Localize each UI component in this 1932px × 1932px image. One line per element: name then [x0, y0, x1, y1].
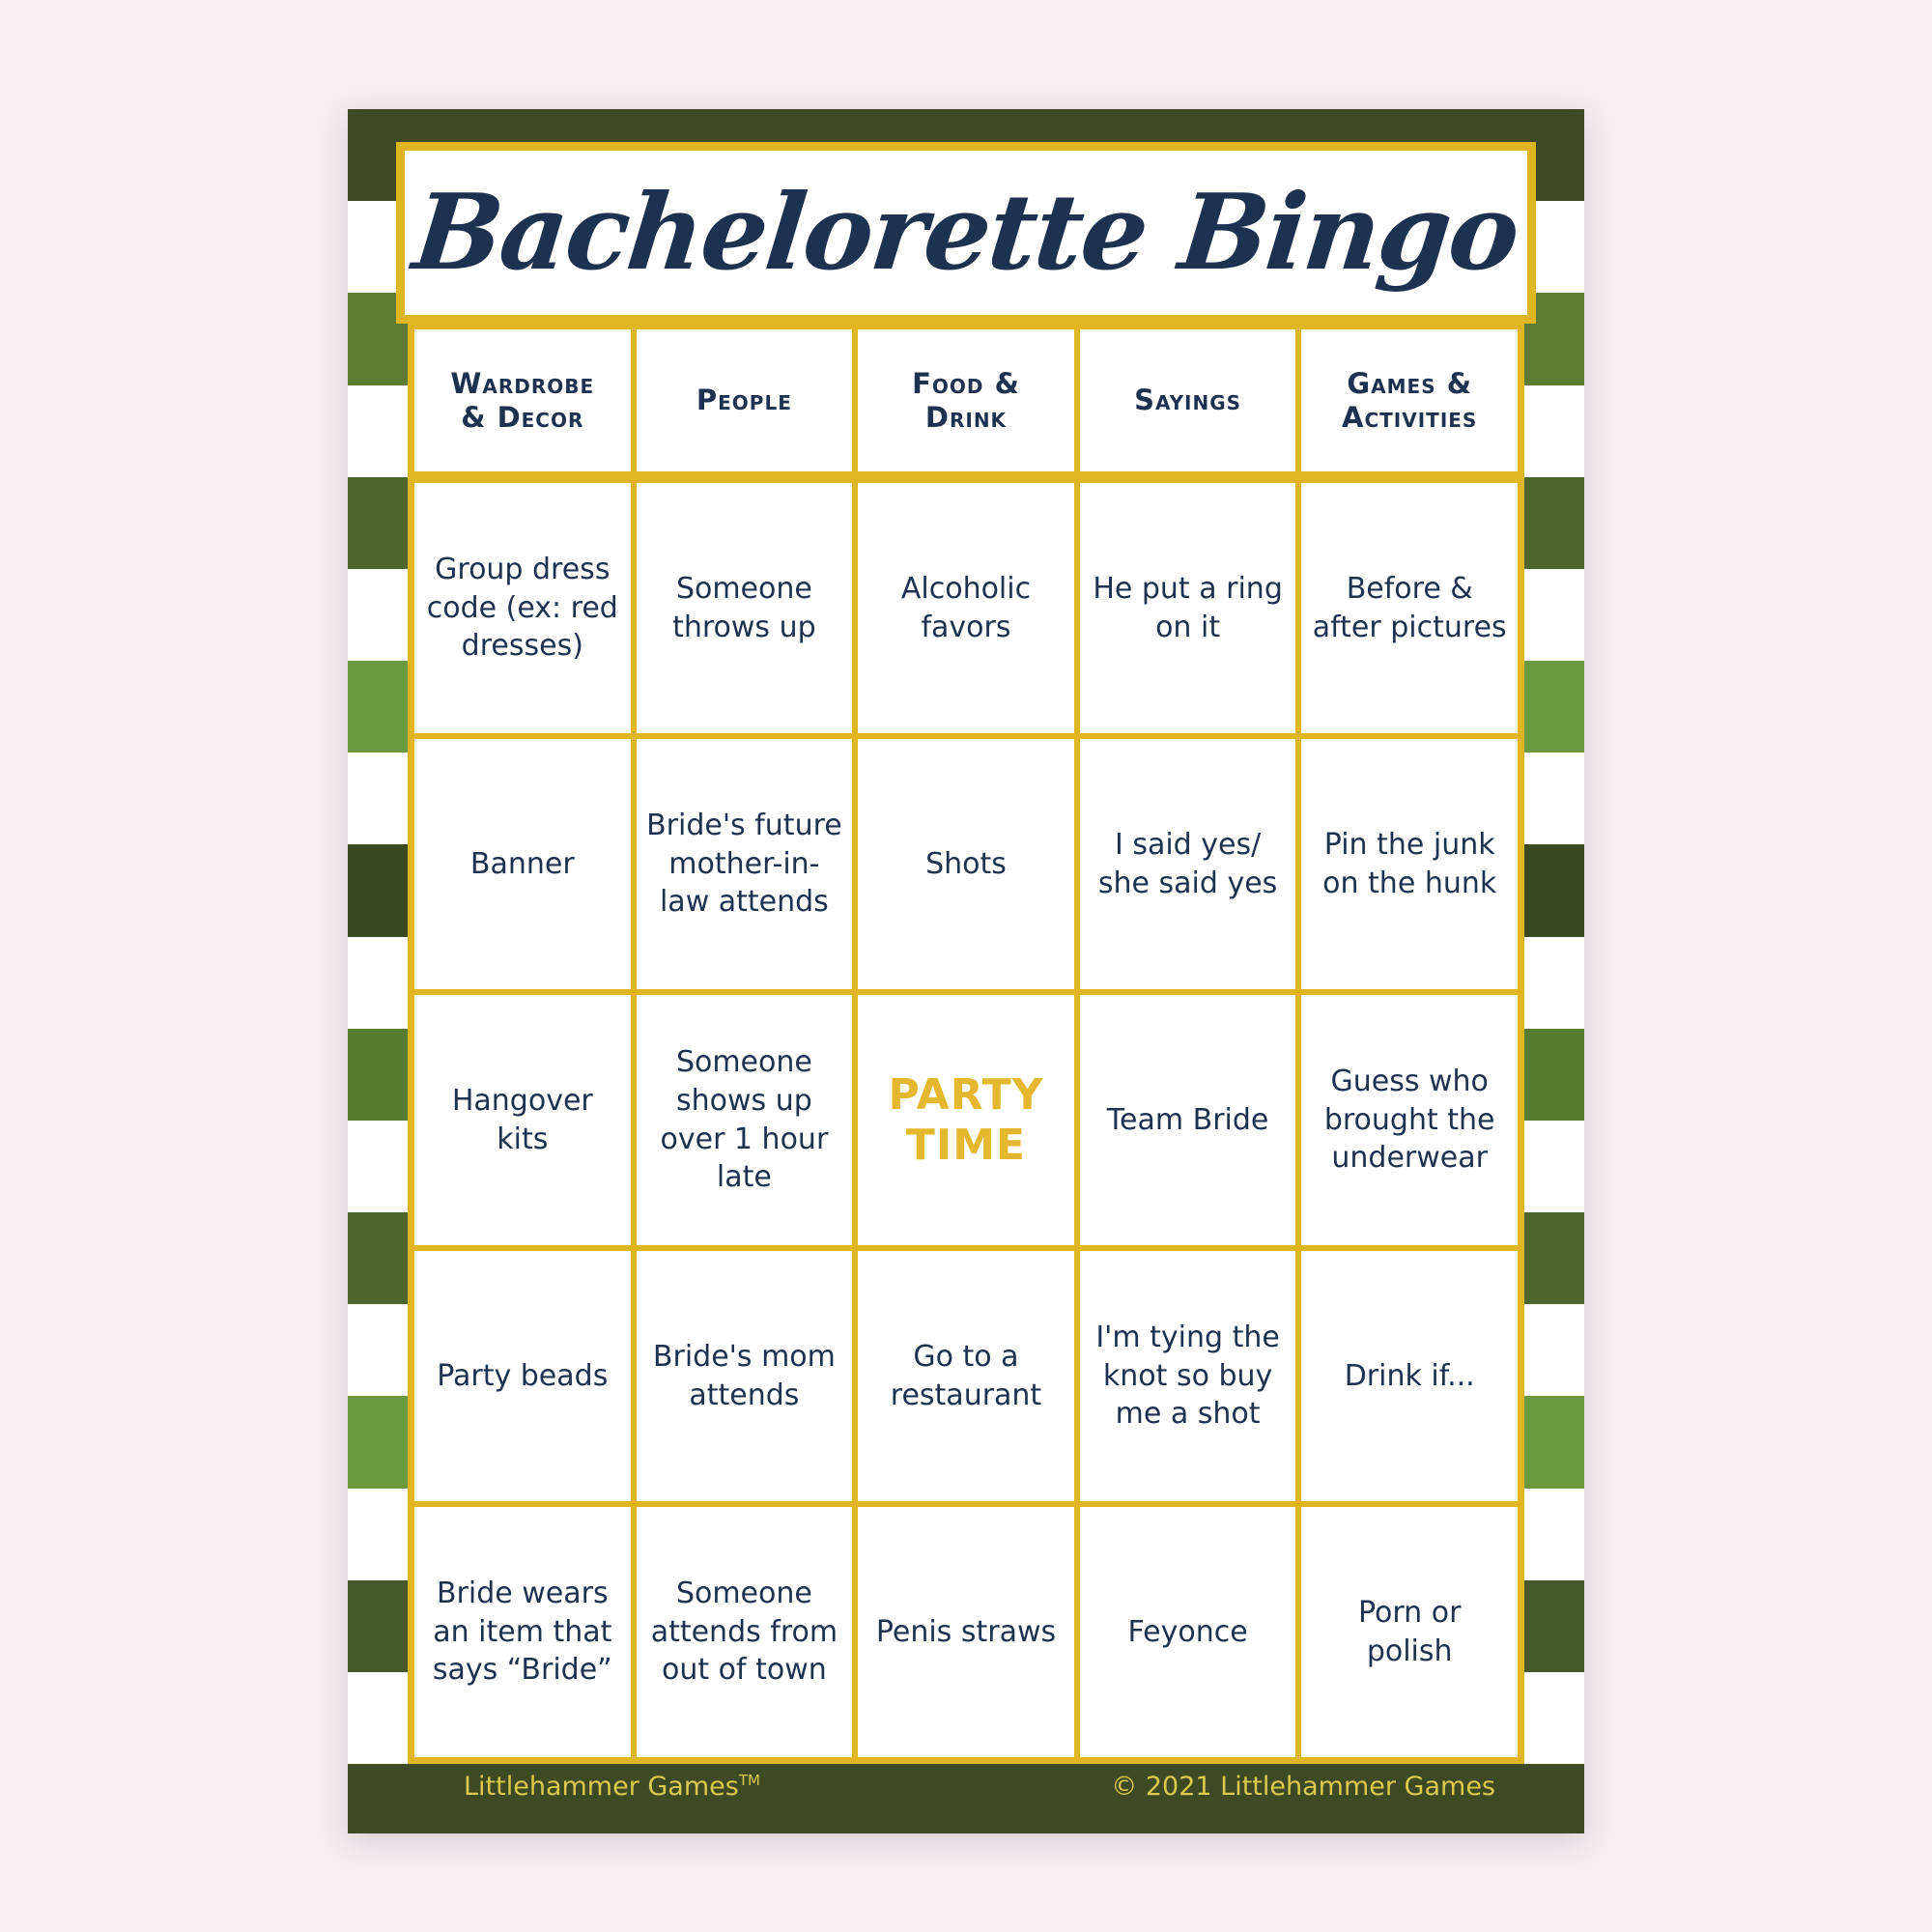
column-header-2: Food & Drink — [858, 329, 1074, 471]
page-title: Bachelorette Bingo — [408, 172, 1524, 294]
bingo-cell-r3c3: I'm tying the knot so buy me a shot — [1080, 1251, 1296, 1501]
bingo-cell-r4c0: Bride wears an item that says “Bride” — [414, 1507, 631, 1757]
bingo-cell-r1c0: Banner — [414, 739, 631, 989]
bingo-cell-r0c0: Group dress code (ex: red dresses) — [414, 483, 631, 733]
bingo-cell-r2c1: Someone shows up over 1 hour late — [637, 995, 853, 1245]
grid-body — [414, 483, 1518, 1757]
column-header-4: Games & Activities — [1301, 329, 1518, 471]
bingo-cell-r3c0: Party beads — [414, 1251, 631, 1501]
column-header-0: Wardrobe & Decor — [414, 329, 631, 471]
bingo-cell-r0c1: Someone throws up — [637, 483, 853, 733]
bingo-cell-r4c4: Porn or polish — [1301, 1507, 1518, 1757]
bingo-grid — [408, 323, 1524, 1764]
footer-copyright: © 2021 Littlehammer Games — [1111, 1772, 1495, 1802]
bingo-cell-r2c3: Team Bride — [1080, 995, 1296, 1245]
title-box — [396, 142, 1536, 324]
bingo-cell-r1c4: Pin the junk on the hunk — [1301, 739, 1518, 989]
column-header-3: Sayings — [1080, 329, 1296, 471]
bingo-cell-r3c4: Drink if... — [1301, 1251, 1518, 1501]
bingo-cell-r1c3: I said yes/ she said yes — [1080, 739, 1296, 989]
bingo-cell-r0c4: Before & after pictures — [1301, 483, 1518, 733]
footer-trademark: TM — [738, 1772, 760, 1789]
header-separator — [414, 471, 1518, 483]
bingo-cell-r4c2: Penis straws — [858, 1507, 1074, 1757]
bingo-cell-r4c1: Someone attends from out of town — [637, 1507, 853, 1757]
bingo-cell-r3c1: Bride's mom attends — [637, 1251, 853, 1501]
card-footer — [348, 1764, 1584, 1833]
bingo-cell-r0c2: Alcoholic favors — [858, 483, 1074, 733]
bingo-card — [348, 109, 1584, 1833]
column-header-1: People — [637, 329, 853, 471]
bingo-cell-r0c3: He put a ring on it — [1080, 483, 1296, 733]
bingo-cell-r2c4: Guess who brought the underwear — [1301, 995, 1518, 1245]
header-row — [414, 329, 1518, 471]
free-space-cell: PARTY TIME — [858, 995, 1074, 1245]
bingo-cell-r3c2: Go to a restaurant — [858, 1251, 1074, 1501]
bingo-cell-r4c3: Feyonce — [1080, 1507, 1296, 1757]
bingo-cell-r1c1: Bride's future mother-in-law attends — [637, 739, 853, 989]
bingo-cell-r1c2: Shots — [858, 739, 1074, 989]
footer-brand-text: Littlehammer Games — [464, 1772, 739, 1802]
bingo-cell-r2c0: Hangover kits — [414, 995, 631, 1245]
footer-brand — [464, 1773, 760, 1802]
